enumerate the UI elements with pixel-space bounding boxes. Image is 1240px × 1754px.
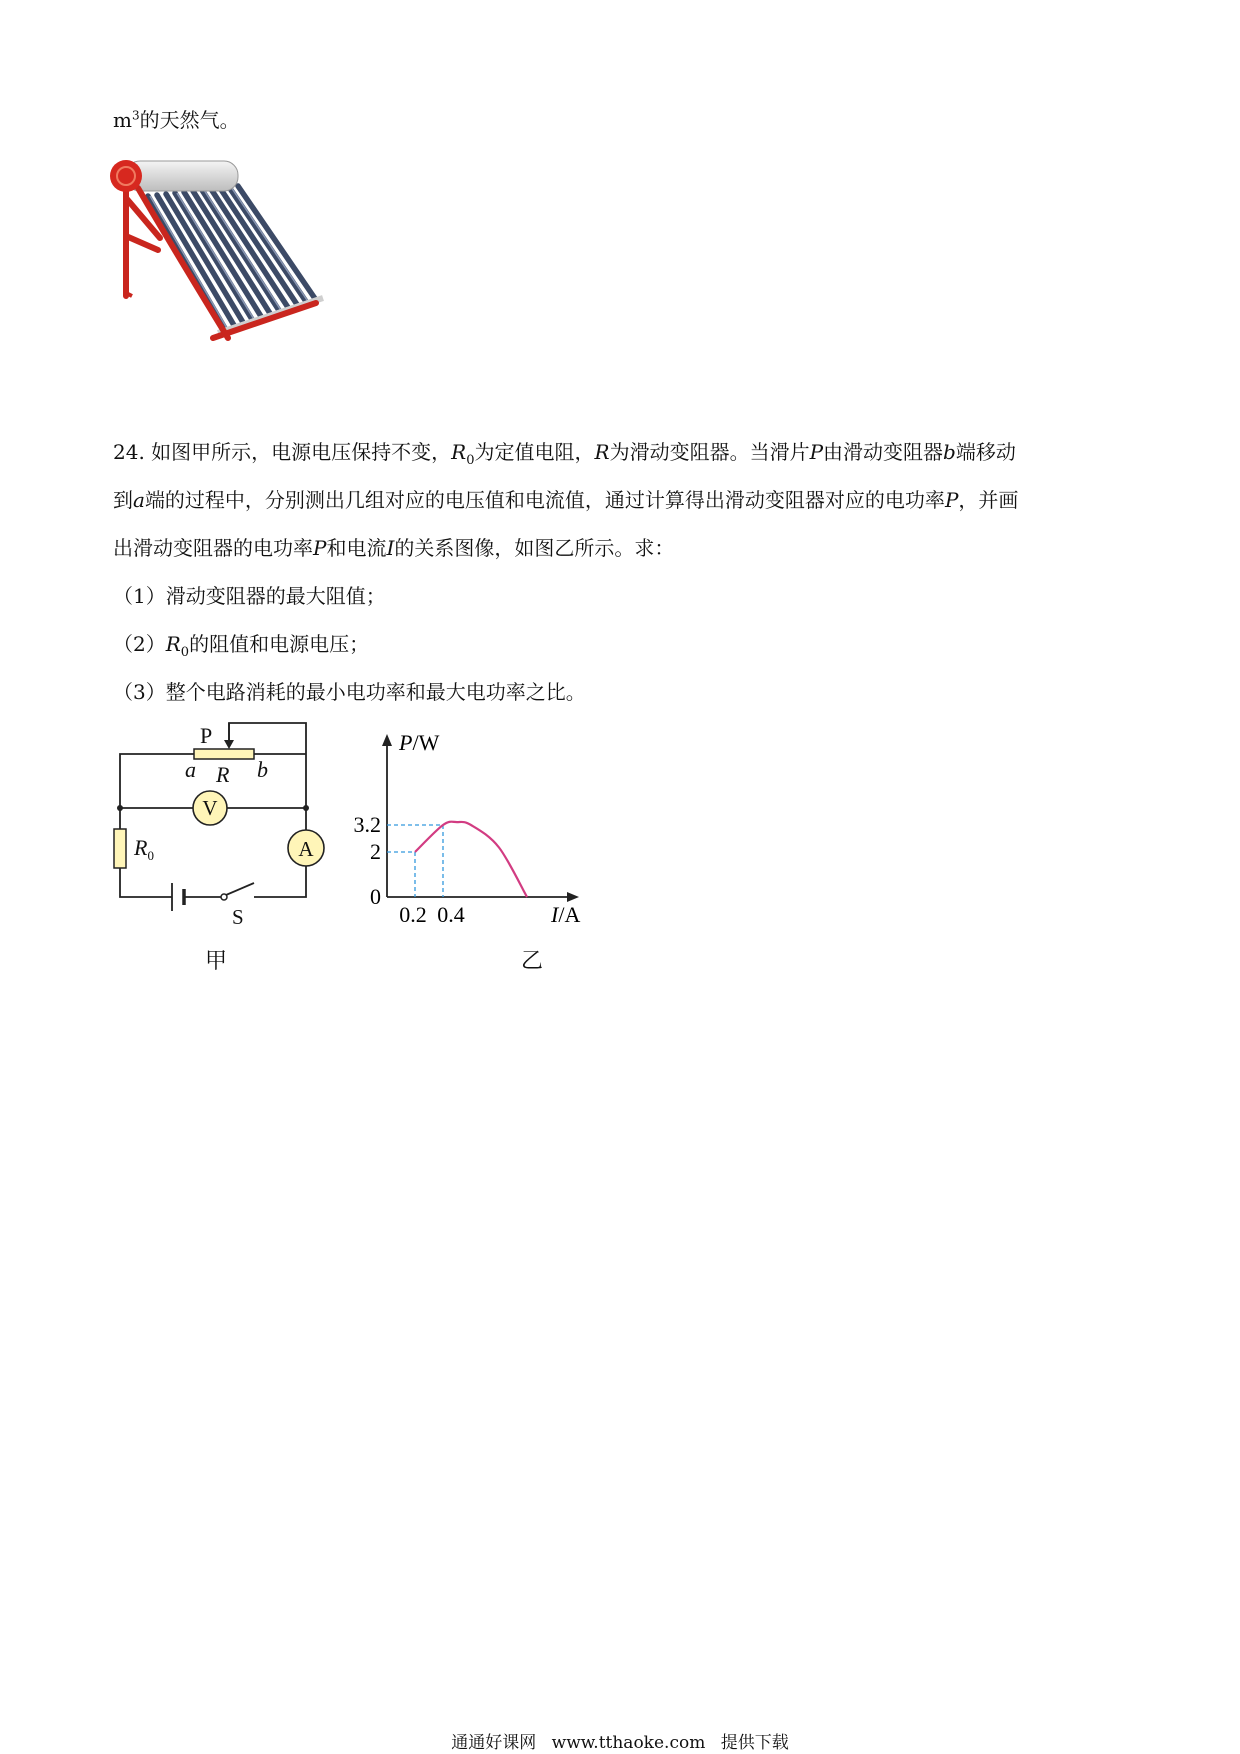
switch-label: S — [232, 905, 244, 929]
origin-label: 0 — [370, 884, 381, 909]
end-b-label: b — [257, 757, 268, 782]
fixed-resistor-r0 — [114, 829, 126, 868]
question-line-2: 到a端的过程中，分别测出几组对应的电压值和电流值，通过计算得出滑动变阻器对应的电功率P，并画 — [113, 488, 1019, 512]
intro-line: $m^3$的天然气。 — [113, 108, 240, 132]
rheostat-resistor — [194, 749, 254, 759]
y-axis-arrow — [382, 734, 392, 746]
x-tick-label: 0.4 — [437, 902, 465, 927]
y-axis-label: P/W — [399, 730, 440, 755]
end-a-label: a — [185, 757, 196, 782]
page-footer — [0, 1728, 1240, 1753]
plot-area — [354, 730, 581, 927]
ammeter-label: A — [298, 837, 314, 861]
footer-tail: 提供下载 — [720, 1733, 789, 1753]
x-tick-label: 0.2 — [399, 902, 427, 927]
voltmeter-label: V — [202, 796, 218, 820]
power-current-graph — [353, 722, 690, 927]
circuit-caption: 甲 — [205, 949, 228, 974]
x-axis-arrow — [567, 892, 579, 902]
sub-question-1: （1）滑动变阻器的最大阻值； — [113, 584, 386, 608]
power-curve — [415, 822, 527, 897]
question-line-3: 出滑动变阻器的电功率P和电流I的关系图像，如图乙所示。求： — [113, 536, 675, 560]
slider-label: P — [200, 723, 213, 748]
graph-caption: 乙 — [521, 949, 544, 974]
sub-question-2: $(2)R_0$的阻值和电源电压； — [113, 632, 370, 660]
solar-water-heater-image — [118, 158, 368, 366]
sub-question-3: （3）整个电路消耗的最小电功率和最大电功率之比。 — [113, 680, 586, 704]
circuit-diagram — [110, 715, 350, 985]
footer-site: 通通好课网 — [451, 1733, 537, 1753]
footer-url[interactable]: www.tthaoke.com — [551, 1733, 706, 1753]
question-line-1: 24. 如图甲所示，电源电压保持不变，$R_0$为定值电阻，R为滑动变阻器。当滑片P由滑动变阻器b端移动 — [113, 440, 1016, 468]
r0-label: $R_0$ — [134, 835, 154, 863]
x-axis-label: I/A — [551, 902, 581, 927]
y-tick-label: 2 — [370, 839, 381, 864]
y-tick-label: 3.2 — [353, 812, 381, 837]
rheostat-label: R — [216, 762, 230, 787]
